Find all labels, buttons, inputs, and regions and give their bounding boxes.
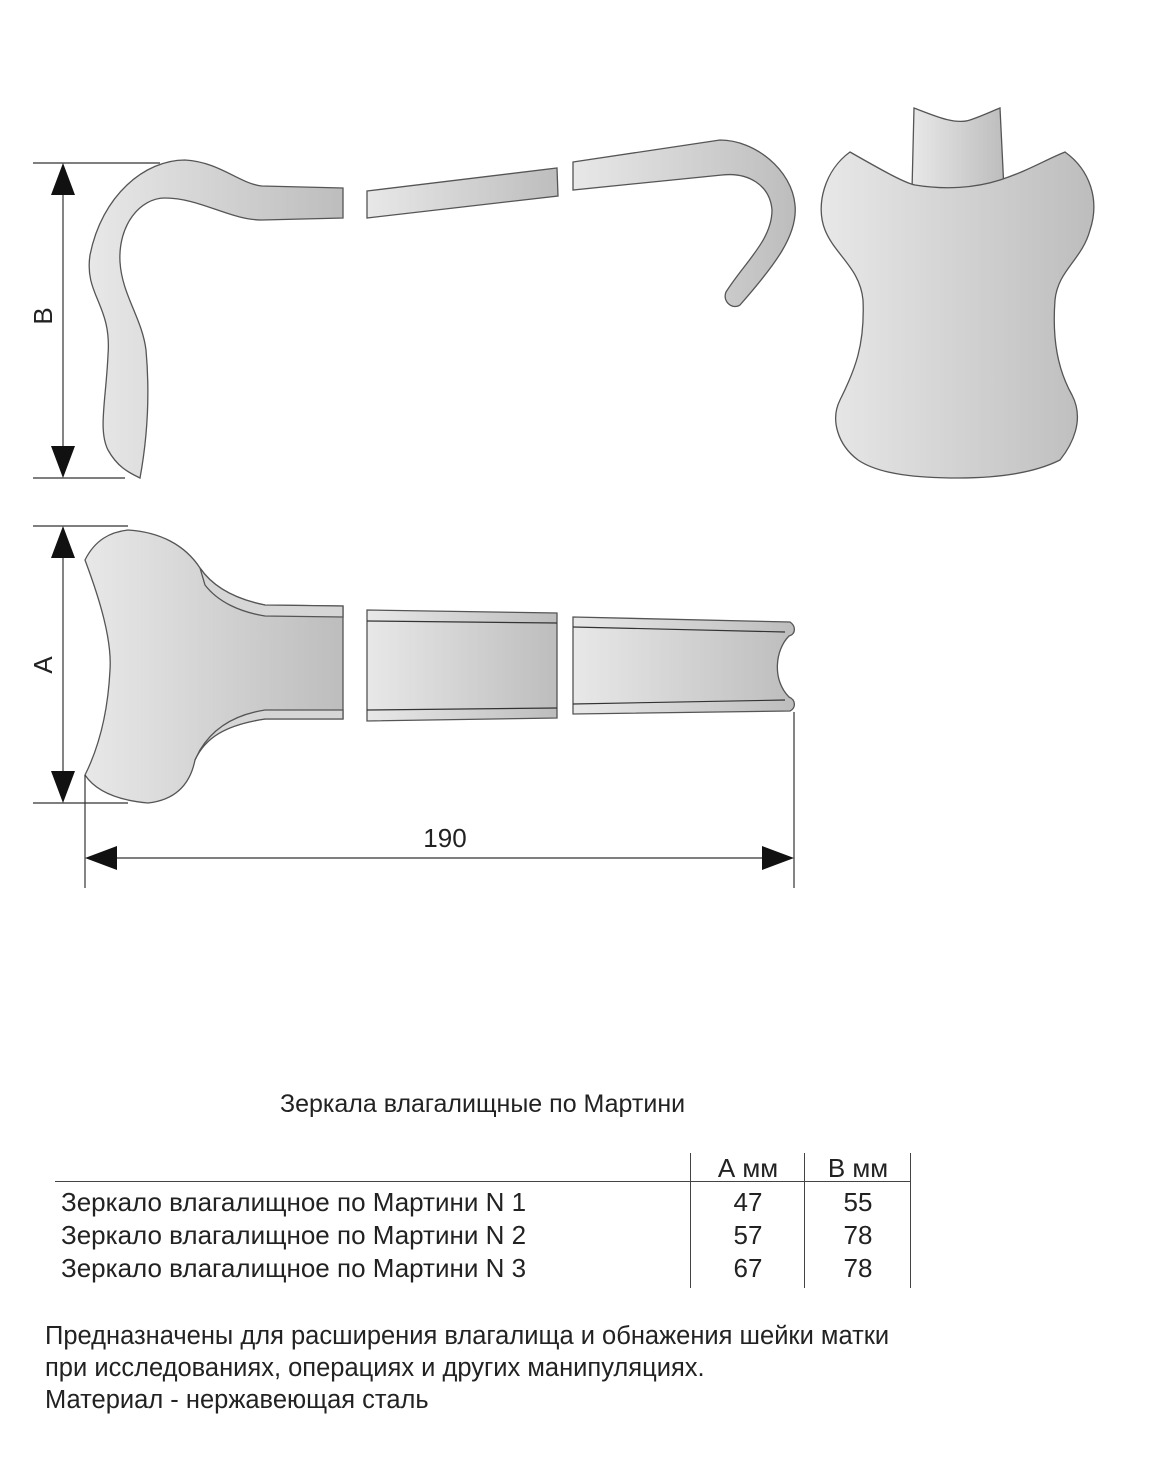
row-b-value: 78 [843, 1253, 873, 1283]
top-view-middle-section [367, 610, 557, 721]
row-name: Зеркало влагалищное по Мартини N 2 [61, 1220, 527, 1250]
description-line: Предназначены для расширения влагалища и обнажения шейки матки [45, 1322, 890, 1350]
spec-table [55, 1153, 915, 1288]
end-view-blade [821, 152, 1094, 478]
table-row [61, 1187, 911, 1220]
table-row [61, 1253, 911, 1286]
row-a-value: 47 [733, 1187, 763, 1217]
top-view [85, 530, 794, 803]
end-view-stem [912, 108, 1004, 190]
row-name: Зеркало влагалищное по Мартини N 1 [61, 1187, 527, 1217]
row-b-value: 78 [843, 1220, 873, 1250]
dimension-b-label: B [28, 307, 58, 325]
dimension-b-arrow-bottom [51, 446, 75, 478]
table-header-a: А мм [717, 1153, 779, 1183]
row-a-value: 67 [733, 1253, 763, 1283]
dimension-length-label: 190 [423, 823, 467, 853]
side-view [89, 140, 795, 478]
row-name: Зеркало влагалищное по Мартини N 3 [61, 1253, 527, 1283]
dimension-length-arrow-right [762, 846, 794, 870]
description-line: Материал - нержавеющая сталь [45, 1386, 429, 1414]
description-line: при исследованиях, операциях и других манипуляциях. [45, 1354, 705, 1382]
dimension-b-arrow-top [51, 163, 75, 195]
description [45, 1320, 889, 1416]
row-a-value: 57 [733, 1220, 763, 1250]
dimension-a-arrow-top [51, 526, 75, 558]
side-view-hook-end [573, 140, 795, 307]
dimension-length-arrow-left [85, 846, 117, 870]
side-view-curved-blade [89, 160, 343, 478]
caption: Зеркала влагалищные по Мартини [280, 1090, 686, 1118]
row-b-value: 55 [843, 1187, 873, 1217]
end-view [821, 108, 1094, 478]
table-row [61, 1220, 911, 1253]
table-header-b: В мм [827, 1153, 889, 1183]
dimension-a-label: A [28, 656, 58, 674]
top-view-wide-blade [85, 530, 343, 803]
side-view-middle-section [367, 168, 558, 218]
dimension-a-arrow-bottom [51, 771, 75, 803]
